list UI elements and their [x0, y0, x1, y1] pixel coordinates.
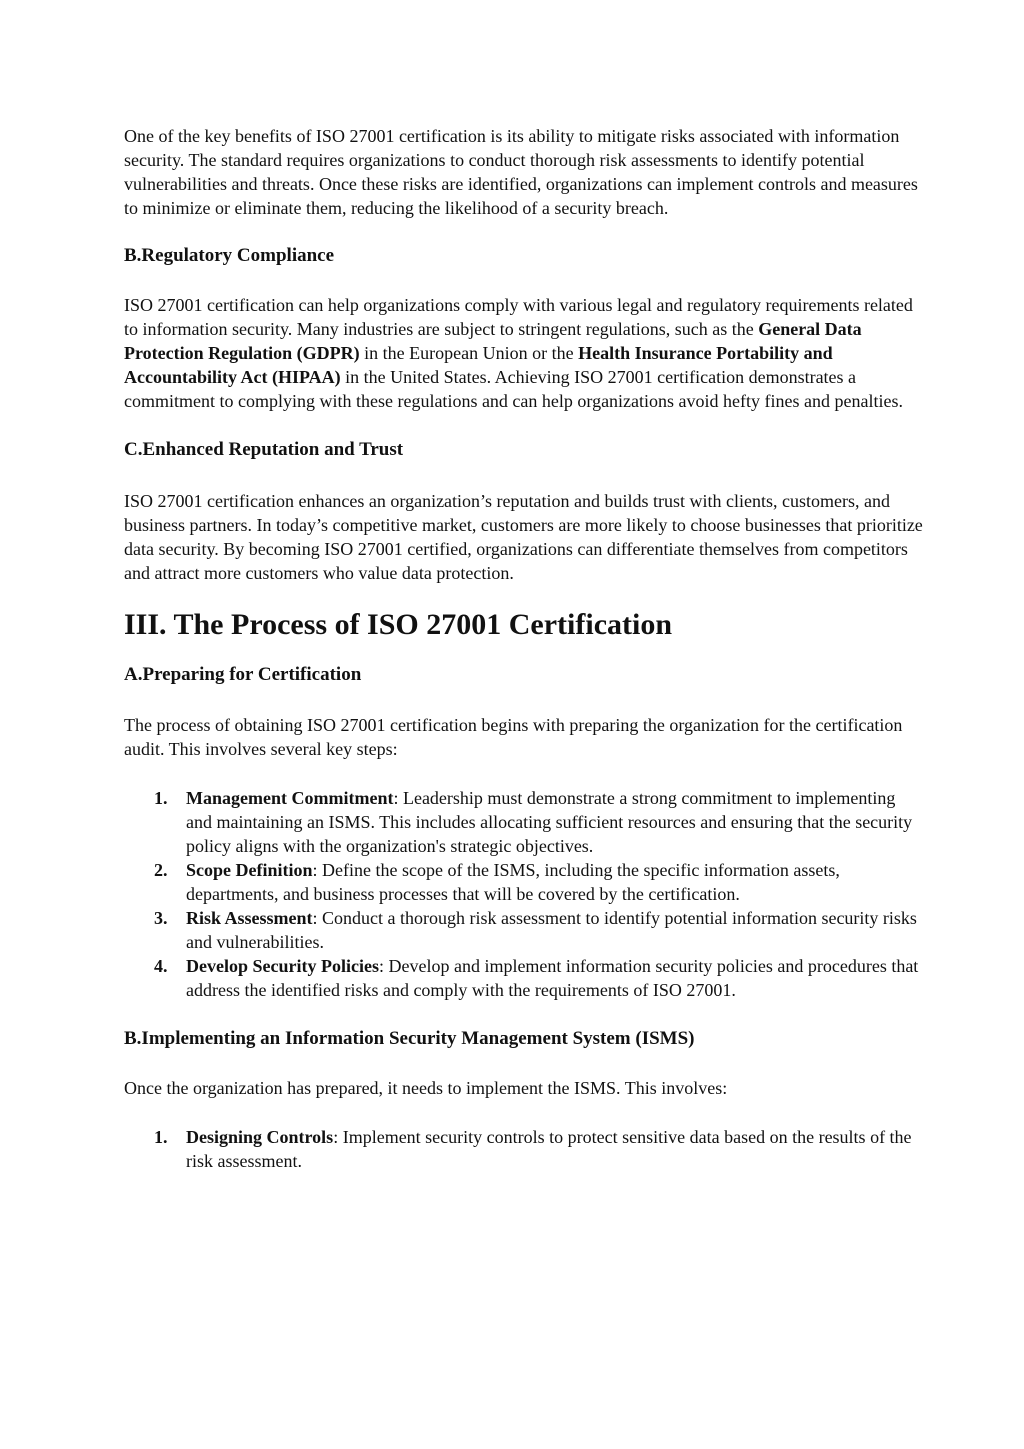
list-item-number: 1.	[154, 788, 168, 808]
list-item-number: 2.	[154, 860, 168, 880]
list-item-description: : Conduct a thorough risk assessment to identify potential information security risks and vulnerabilities.	[186, 908, 917, 952]
list-item	[124, 1125, 924, 1173]
list-item-description: : Leadership must demonstrate a strong commitment to implementing and maintaining an ISMS. This includes allocating sufficient resources and ensuring that the security policy aligns with the organization's strategic objectives.	[186, 788, 913, 856]
preparing-steps-list	[124, 786, 924, 1002]
implementing-isms-paragraph: Once the organization has prepared, it needs to implement the ISMS. This involves:	[124, 1078, 728, 1098]
preparing-heading: A.Preparing for Certification	[124, 664, 362, 685]
regulatory-text-3: in the United States. Achieving ISO 27001 certification demonstrates a commitment to complying with these regulations and can help organizations avoid hefty fines and penalties.	[124, 367, 903, 411]
regulatory-text-1: ISO 27001 certification can help organizations comply with various legal and regulatory requirements related to information security. Many industries are subject to stringent regulations, such as the	[124, 295, 913, 339]
gdpr-term: General Data Protection Regulation (GDPR)	[124, 319, 862, 363]
list-item-term: Risk Assessment	[186, 908, 313, 928]
hipaa-term: Health Insurance Portability and Accountability Act (HIPAA)	[124, 343, 833, 387]
list-item-description: : Define the scope of the ISMS, including the specific information assets, departments, and business processes that will be covered by the certification.	[186, 860, 840, 904]
regulatory-compliance-paragraph	[124, 293, 924, 413]
list-item-term: Designing Controls	[186, 1127, 334, 1147]
list-item-description: : Develop and implement information security policies and procedures that address the identified risks and comply with the requirements of ISO 27001.	[186, 956, 919, 1000]
preparing-paragraph: The process of obtaining ISO 27001 certification begins with preparing the organization for the certification audit. This involves several key steps:	[124, 715, 903, 759]
list-item-term: Management Commitment	[186, 788, 394, 808]
list-item	[124, 786, 924, 858]
intro-paragraph: One of the key benefits of ISO 27001 certification is its ability to mitigate risks associated with information security. The standard requires organizations to conduct thorough risk assessments to identify potential vulnerabilities and threats. Once these risks are identified, organizations can implement controls and measures to minimize or eliminate them, reducing the likelihood of a security breach.	[124, 126, 918, 218]
regulatory-text-2: in the European Union or the	[359, 343, 579, 363]
list-item-number: 3.	[154, 908, 168, 928]
list-item-number: 4.	[154, 956, 168, 976]
list-item	[124, 906, 924, 954]
list-item	[124, 858, 924, 906]
list-item-term: Develop Security Policies	[186, 956, 379, 976]
reputation-paragraph: ISO 27001 certification enhances an organization’s reputation and builds trust with clients, customers, and business partners. In today’s competitive market, customers are more likely to choose businesses that prioritize data security. By becoming ISO 27001 certified, organizations can differentiate themselves from competitors and attract more customers who value data protection.	[124, 491, 923, 583]
regulatory-compliance-heading: B.Regulatory Compliance	[124, 245, 335, 266]
process-heading: III. The Process of ISO 27001 Certification	[124, 608, 673, 641]
implementing-isms-heading: B.Implementing an Information Security Management System (ISMS)	[124, 1028, 695, 1049]
implementing-steps-list	[124, 1125, 924, 1173]
reputation-heading: C.Enhanced Reputation and Trust	[124, 439, 404, 460]
list-item-description: : Implement security controls to protect sensitive data based on the results of the risk assessment.	[186, 1127, 912, 1171]
list-item-term: Scope Definition	[186, 860, 313, 880]
list-item	[124, 954, 924, 1002]
list-item-number: 1.	[154, 1127, 168, 1147]
